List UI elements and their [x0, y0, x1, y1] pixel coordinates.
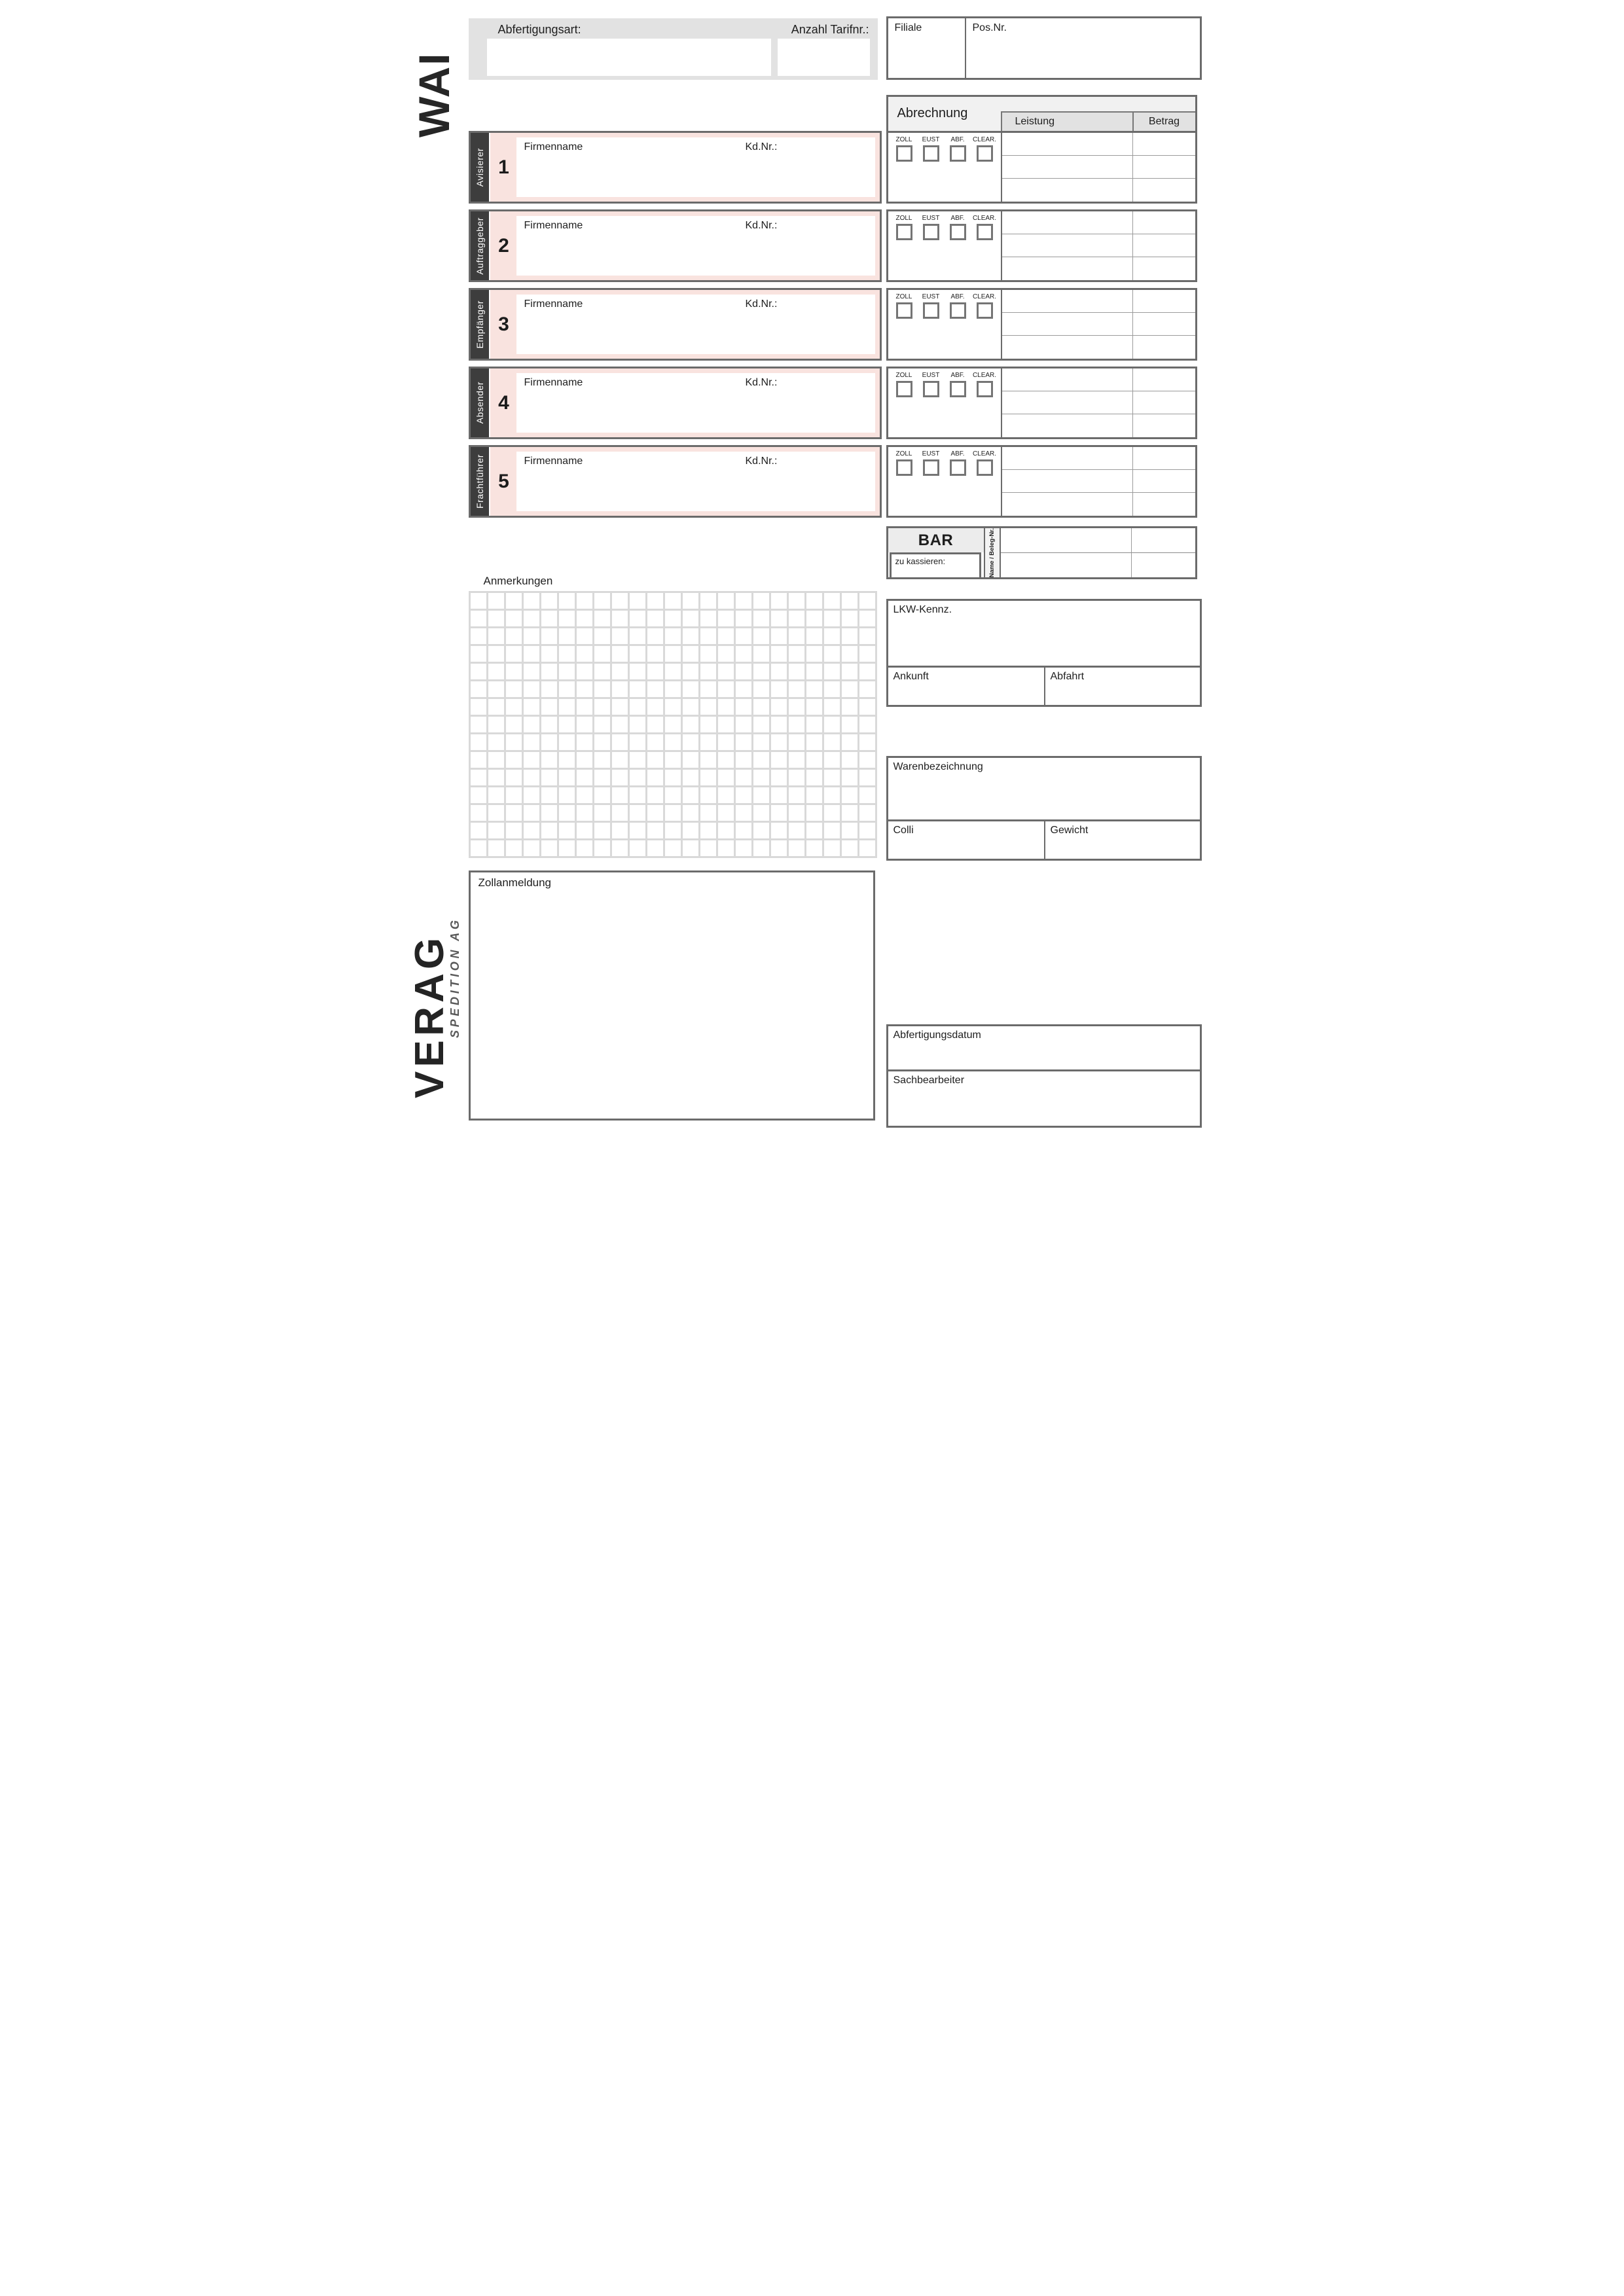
- anzahl-tarifnr-label: Anzahl Tarifnr.:: [791, 23, 869, 36]
- betrag-cell[interactable]: [1132, 470, 1195, 493]
- firmenname-label: Firmenname: [524, 220, 583, 231]
- party-row: [469, 131, 882, 204]
- betrag-cell[interactable]: [1132, 211, 1195, 234]
- leistung-cell[interactable]: [1002, 290, 1132, 313]
- leistung-cell[interactable]: [1002, 211, 1132, 234]
- abf-checkbox[interactable]: [950, 459, 966, 476]
- eust-label: EUST: [922, 450, 940, 457]
- clear-checkbox[interactable]: [977, 145, 993, 162]
- party-number: 3: [498, 313, 509, 335]
- zu-kassieren-label: zu kassieren:: [895, 556, 946, 566]
- party-number: 2: [498, 234, 509, 257]
- abfertigungsart-label: Abfertigungsart:: [497, 23, 581, 36]
- firmenname-label: Firmenname: [524, 377, 583, 388]
- clear-checkbox[interactable]: [977, 224, 993, 240]
- clear-label: CLEAR.: [972, 136, 997, 143]
- party-role-label: Absender: [474, 382, 485, 424]
- abfertigungsdatum-label: Abfertigungsdatum: [893, 1030, 981, 1041]
- leistung-cell[interactable]: [1002, 257, 1132, 280]
- company-logo-text: VERAG: [406, 933, 452, 1098]
- colli-gewicht-row: [888, 819, 1200, 859]
- abrechnung-section: [886, 367, 1197, 439]
- abfertigungsdatum-field[interactable]: [888, 1026, 1200, 1069]
- abf-label: ABF.: [950, 215, 965, 222]
- anmerkungen-label: Anmerkungen: [483, 575, 553, 587]
- zoll-label: ZOLL: [895, 293, 912, 300]
- ankunft-abfahrt-row: [888, 666, 1200, 705]
- eust-checkbox[interactable]: [923, 145, 939, 162]
- kdnr-label: Kd.Nr.:: [745, 456, 778, 467]
- abf-checkbox[interactable]: [950, 145, 966, 162]
- betrag-cell[interactable]: [1132, 447, 1195, 470]
- eust-checkbox[interactable]: [923, 224, 939, 240]
- eust-checkbox[interactable]: [923, 459, 939, 476]
- eust-checkbox[interactable]: [923, 302, 939, 319]
- zollanmeldung-field[interactable]: [469, 870, 875, 1121]
- party-role-tab: [471, 368, 490, 437]
- leistung-cell[interactable]: [1002, 447, 1132, 470]
- betrag-cell[interactable]: [1132, 290, 1195, 313]
- party-row: [469, 445, 882, 518]
- kdnr-label: Kd.Nr.:: [745, 141, 778, 152]
- zoll-checkbox[interactable]: [896, 381, 912, 397]
- bar-label-block: [888, 528, 984, 552]
- waren-box: [886, 756, 1202, 861]
- zollanmeldung-label: Zollanmeldung: [478, 876, 552, 889]
- abf-label: ABF.: [950, 450, 965, 457]
- zoll-checkbox[interactable]: [896, 145, 912, 162]
- party-number: 1: [498, 156, 509, 178]
- warenbezeichnung-field[interactable]: [888, 758, 1200, 776]
- kdnr-label: Kd.Nr.:: [745, 377, 778, 388]
- abrechnung-section: [886, 445, 1197, 518]
- clear-label: CLEAR.: [972, 293, 997, 300]
- abrechnung-section: [886, 131, 1197, 204]
- leistung-cell[interactable]: [1002, 234, 1132, 257]
- sachbearbeiter-field[interactable]: [888, 1069, 1200, 1126]
- party-role-label: Empfänger: [474, 300, 485, 349]
- posnr-label: Pos.Nr.: [972, 22, 1007, 33]
- warenbezeichnung-label: Warenbezeichnung: [893, 761, 983, 772]
- eust-label: EUST: [922, 293, 940, 300]
- zoll-label: ZOLL: [895, 450, 912, 457]
- anzahl-tarifnr-input[interactable]: [778, 39, 870, 76]
- leistung-betrag-table: [1001, 133, 1195, 202]
- eust-label: EUST: [922, 136, 940, 143]
- firmenname-field[interactable]: [516, 452, 875, 511]
- ankunft-field[interactable]: [888, 668, 1044, 705]
- leistung-cell[interactable]: [1002, 179, 1132, 202]
- firmenname-field[interactable]: [516, 373, 875, 433]
- firmenname-label: Firmenname: [524, 298, 583, 310]
- firmenname-label: Firmenname: [524, 456, 583, 467]
- eust-label: EUST: [922, 372, 940, 379]
- customs-checkbox-zone: [888, 368, 1001, 437]
- eust-checkbox[interactable]: [923, 381, 939, 397]
- zoll-label: ZOLL: [895, 136, 912, 143]
- betrag-cell[interactable]: [1132, 391, 1195, 414]
- bar-betrag-cell[interactable]: [1131, 528, 1195, 553]
- posnr-field[interactable]: [965, 18, 1200, 78]
- filiale-posnr-box: [886, 16, 1202, 80]
- colli-field[interactable]: [888, 821, 1044, 859]
- customs-checkbox-zone: [888, 447, 1001, 516]
- party-role-tab: [471, 447, 490, 516]
- abf-checkbox[interactable]: [950, 224, 966, 240]
- zoll-checkbox[interactable]: [896, 302, 912, 319]
- lkw-kennz-label: LKW-Kennz.: [893, 604, 952, 615]
- zoll-label: ZOLL: [895, 372, 912, 379]
- abf-label: ABF.: [950, 136, 965, 143]
- leistung-cell[interactable]: [1002, 336, 1132, 359]
- party-role-label: Frachtführer: [474, 454, 485, 509]
- gewicht-field[interactable]: [1044, 821, 1200, 859]
- zoll-checkbox[interactable]: [896, 459, 912, 476]
- freight-form-page: [406, 0, 1218, 1148]
- betrag-cell[interactable]: [1132, 257, 1195, 280]
- leistung-betrag-table: [1001, 447, 1195, 516]
- betrag-cell[interactable]: [1132, 156, 1195, 179]
- party-number: 5: [498, 470, 509, 492]
- abf-checkbox[interactable]: [950, 302, 966, 319]
- bar-amount-rows: [1001, 528, 1195, 577]
- abrechnung-title: Abrechnung: [897, 106, 968, 120]
- leistung-cell[interactable]: [1002, 391, 1132, 414]
- leistung-cell[interactable]: [1002, 156, 1132, 179]
- party-row: [469, 209, 882, 282]
- leistung-betrag-table: [1001, 211, 1195, 280]
- customs-checkbox-zone: [888, 290, 1001, 359]
- customs-checkbox-zone: [888, 211, 1001, 280]
- abrechnung-header: [886, 95, 1197, 131]
- bar-section: [886, 526, 1197, 579]
- betrag-column-header: Betrag: [1132, 113, 1195, 131]
- party-row: [469, 367, 882, 439]
- eust-label: EUST: [922, 215, 940, 222]
- betrag-cell[interactable]: [1132, 368, 1195, 391]
- form-code-vertical: WAI: [409, 52, 458, 137]
- party-role-tab: [471, 133, 490, 202]
- company-subtitle-text: SPEDITION AG: [448, 917, 461, 1038]
- abfertigungsart-panel: [469, 18, 878, 80]
- party-role-label: Avisierer: [474, 147, 485, 187]
- clear-checkbox[interactable]: [977, 302, 993, 319]
- betrag-cell[interactable]: [1132, 133, 1195, 156]
- betrag-cell[interactable]: [1132, 493, 1195, 516]
- filiale-field[interactable]: [888, 18, 965, 78]
- zu-kassieren-field[interactable]: [890, 552, 981, 577]
- leistung-betrag-table: [1001, 290, 1195, 359]
- party-role-tab: [471, 211, 490, 280]
- firmenname-field[interactable]: [516, 137, 875, 197]
- kdnr-label: Kd.Nr.:: [745, 298, 778, 310]
- leistung-column-header: Leistung: [1015, 116, 1055, 127]
- abrechnung-section: [886, 209, 1197, 282]
- betrag-cell[interactable]: [1132, 234, 1195, 257]
- abfahrt-label: Abfahrt: [1050, 671, 1085, 682]
- firmenname-field[interactable]: [516, 295, 875, 354]
- betrag-cell[interactable]: [1132, 414, 1195, 437]
- name-beleg-strip: [984, 528, 1001, 577]
- clear-checkbox[interactable]: [977, 381, 993, 397]
- abf-checkbox[interactable]: [950, 381, 966, 397]
- lkw-kennz-field[interactable]: [888, 601, 1200, 619]
- kdnr-label: Kd.Nr.:: [745, 220, 778, 231]
- lkw-box: [886, 599, 1202, 707]
- bar-leistung-cell[interactable]: [1001, 553, 1131, 578]
- zoll-checkbox[interactable]: [896, 224, 912, 240]
- party-role-label: Auftraggeber: [474, 217, 485, 275]
- leistung-cell[interactable]: [1002, 368, 1132, 391]
- ankunft-label: Ankunft: [893, 671, 929, 682]
- leistung-betrag-table: [1001, 368, 1195, 437]
- processing-box: [886, 1024, 1202, 1128]
- name-beleg-label: Name / Beleg-Nr.: [988, 528, 996, 578]
- clear-label: CLEAR.: [972, 450, 997, 457]
- firmenname-field[interactable]: [516, 216, 875, 276]
- party-row: [469, 288, 882, 361]
- leistung-betrag-header-band: [1001, 111, 1195, 131]
- betrag-cell[interactable]: [1132, 336, 1195, 359]
- party-role-tab: [471, 290, 490, 359]
- gewicht-label: Gewicht: [1050, 825, 1089, 836]
- abf-label: ABF.: [950, 372, 965, 379]
- filiale-label: Filiale: [894, 22, 922, 33]
- abf-label: ABF.: [950, 293, 965, 300]
- leistung-cell[interactable]: [1002, 470, 1132, 493]
- bar-betrag-cell[interactable]: [1131, 553, 1195, 578]
- bar-leistung-cell[interactable]: [1001, 528, 1131, 553]
- betrag-cell[interactable]: [1132, 179, 1195, 202]
- bar-label: BAR: [918, 531, 954, 549]
- sachbearbeiter-label: Sachbearbeiter: [893, 1075, 965, 1086]
- firmenname-label: Firmenname: [524, 141, 583, 152]
- clear-label: CLEAR.: [972, 372, 997, 379]
- abfahrt-field[interactable]: [1044, 668, 1200, 705]
- leistung-cell[interactable]: [1002, 414, 1132, 437]
- zoll-label: ZOLL: [895, 215, 912, 222]
- clear-checkbox[interactable]: [977, 459, 993, 476]
- clear-label: CLEAR.: [972, 215, 997, 222]
- abfertigungsart-input[interactable]: [487, 39, 771, 76]
- customs-checkbox-zone: [888, 133, 1001, 202]
- colli-label: Colli: [893, 825, 914, 836]
- leistung-cell[interactable]: [1002, 313, 1132, 336]
- anmerkungen-grid[interactable]: [469, 591, 877, 858]
- party-number: 4: [498, 391, 509, 414]
- leistung-cell[interactable]: [1002, 493, 1132, 516]
- betrag-cell[interactable]: [1132, 313, 1195, 336]
- leistung-cell[interactable]: [1002, 133, 1132, 156]
- abrechnung-section: [886, 288, 1197, 361]
